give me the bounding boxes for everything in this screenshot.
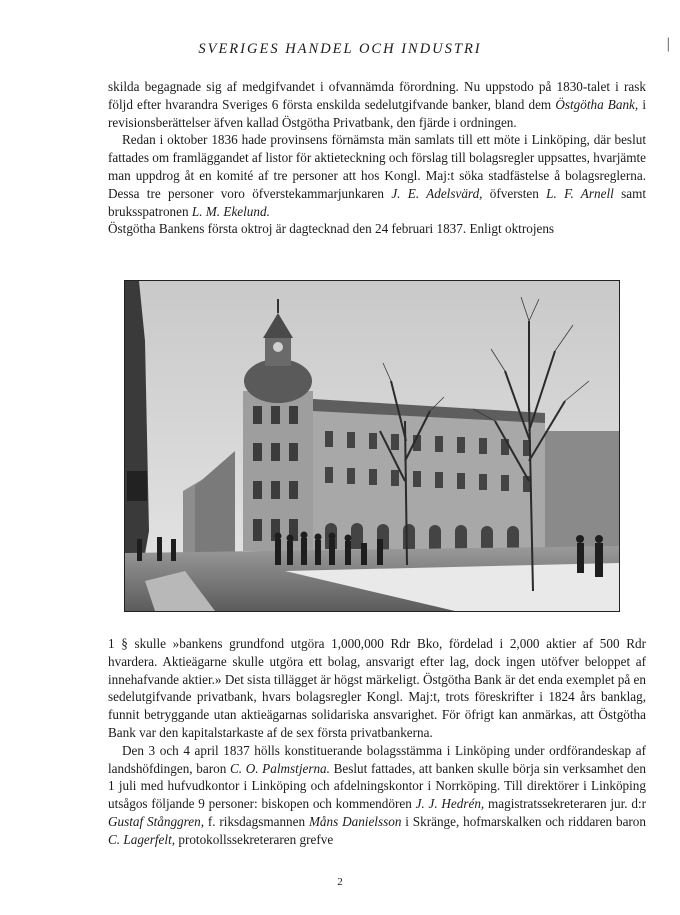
text-block-bottom	[108, 635, 646, 849]
running-title: SVERIGES HANDEL OCH INDUSTRI	[198, 41, 482, 57]
bank-name: Östgötha Bank,	[555, 96, 639, 112]
paragraph-charter: Östgötha Bankens första oktroj är dagtecknad den 24 februari 1837. Enligt oktrojens	[108, 221, 555, 237]
paragraph-assembly: Den 3 och 4 april 1837 hölls konstituerande bolagsstämma i Linköping under ordförandeskap af landshöfdingen, baron C. O. Palmstjerna. Beslut fattades, att banken skulle börja sin verksamhet den 1 juli med hufvudkontor i Linköping och afdelningskontor i Norrköping. Till direktörer i Linköping utsågos följande 9 personer: biskopen och kommendören J. J. Hedrén, magistratssekreteraren jur. d:r Gustaf Stånggren, f. riksdagsmannen Måns Danielsson i Skränge, hofmarskalken och riddaren baron C. Lagerfelt, protokollssekreteraren grefve	[108, 742, 647, 847]
street-scene-illustration	[125, 281, 619, 611]
paragraph-meeting: Redan i oktober 1836 hade provinsens förnämsta män samlats till ett möte i Linköping, där beslut fattades om framläggandet af listor för aktieteckning och förslag till bolagsregler uppsattes, hvarjämte man uppdrog åt en komité af tre personer att hos Kongl. Maj:t söka stadfästelse å bolagsreglerna. Dessa tre personer voro öfverstekammarjunkaren J. E. Adelsvärd, öfversten L. F. Arnell samt bruksspatronen L. M. Ekelund.	[108, 132, 646, 219]
person-name: C. Lagerfelt,	[108, 831, 176, 847]
person-name: L. F. Arnell	[546, 185, 614, 201]
person-name: Gustaf Stånggren,	[108, 813, 205, 829]
person-name: C. O. Palmstjerna.	[229, 760, 330, 776]
person-name: J. E. Adelsvärd,	[391, 185, 483, 201]
paragraph-intro: skilda begagnade sig af medgifvandet i ofvannämda förordning. Nu uppstodo på 1830-talet i rask följd efter hvarandra Sveriges 6 första enskilda sedelutgifvande banker, bland dem Östgötha Bank, i revisionsberättelser äfven kallad Östgötha Privatbank, den fjärde i ordningen.	[108, 79, 646, 130]
photo-bank-building	[124, 280, 620, 612]
page-edge-mark: |	[666, 36, 671, 52]
text-block-top	[108, 78, 646, 238]
page-number: 2	[337, 876, 343, 888]
person-name: Måns Danielsson	[308, 813, 402, 829]
person-name: J. J. Hedrén,	[415, 796, 485, 812]
person-name: L. M. Ekelund.	[191, 203, 270, 219]
paragraph-capital: 1 § skulle »bankens grundfond utgöra 1,000,000 Rdr Bko, fördelad i 2,000 aktier af 500 Rdr hvardera. Aktieägarne skulle utgöra ett bolag, ansvarigt efter lag, dock ingen utöfver beloppet af innehafvande aktier.» Det sista tillägget är högst märkeligt. Östgötha Bank är det enda exemplet på en sedelutgifvande privatbank, hvars bolagsregler Kongl. Maj:t, trots föreskrifter i 1824 års banklag, funnit betryggande utan aktieägarnas solidariska ansvarighet. För öfrigt kan anmärkas, att Östgötha Bank var den kapitalstarkaste af de sex första privatbankerna.	[108, 636, 646, 740]
